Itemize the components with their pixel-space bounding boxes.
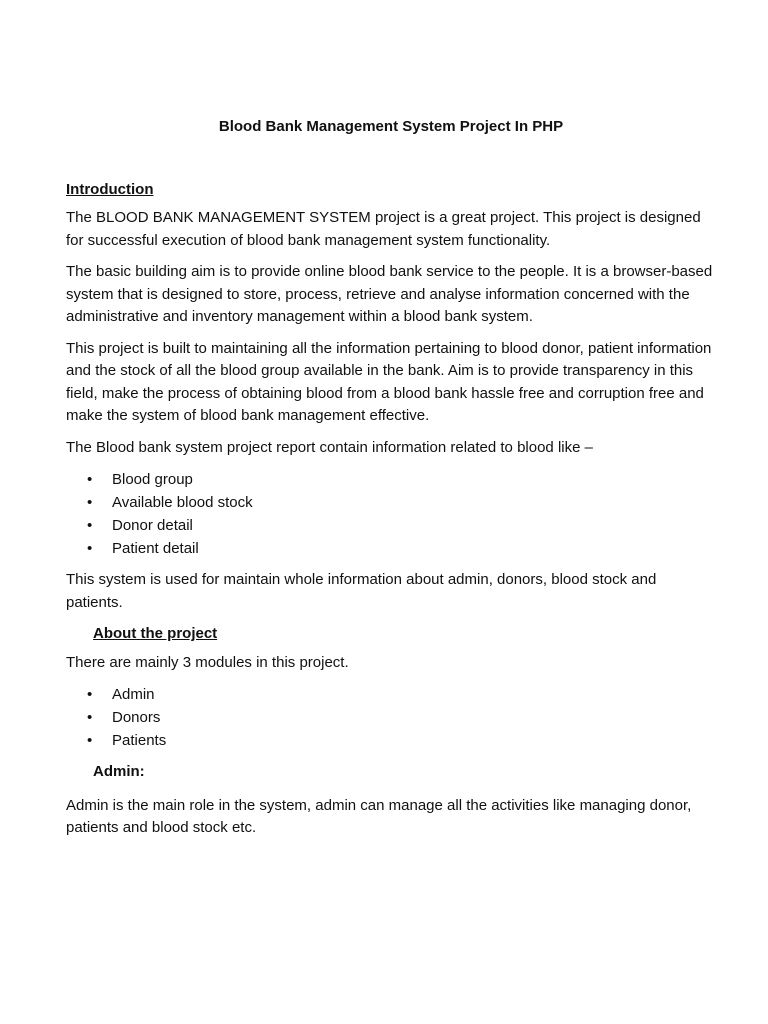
list-item-label: Admin (112, 686, 155, 703)
list-item (66, 706, 716, 729)
list-item (66, 468, 716, 491)
list-item (66, 491, 716, 514)
admin-heading: Admin: (93, 763, 145, 780)
paragraph-report: The Blood bank system project report contain information related to blood like – (66, 438, 593, 456)
about-heading: About the project (93, 625, 218, 642)
info-list (66, 468, 716, 560)
paragraph-system: This system is used for maintain whole information about admin, donors, blood stock and patients. (66, 571, 657, 611)
bullet-icon: • (87, 517, 93, 534)
list-item-label: Patients (112, 732, 167, 749)
list-item-label: Donor detail (112, 517, 193, 534)
introduction-heading: Introduction (66, 180, 154, 198)
bullet-icon: • (87, 686, 93, 703)
paragraph-built: This project is built to maintaining all the information pertaining to blood donor, patient information and the stock of all the blood group available in the bank. Aim is to provide transparency in this field, make the process of obtaining blood from a blood bank hassle free and corruption free and make the system of blood bank management effective. (66, 339, 712, 424)
list-item (66, 514, 716, 537)
bullet-icon: • (87, 471, 93, 488)
list-item (66, 683, 716, 706)
paragraph-admin: Admin is the main role in the system, admin can manage all the activities like managing donor, patients and blood stock etc. (66, 796, 692, 836)
bullet-icon: • (87, 732, 93, 749)
paragraph-modules: There are mainly 3 modules in this project. (66, 653, 349, 671)
list-item-label: Patient detail (112, 540, 199, 557)
list-item (66, 537, 716, 560)
list-item-label: Donors (112, 709, 161, 726)
list-item (66, 729, 716, 752)
bullet-icon: • (87, 494, 93, 511)
paragraph-intro: The BLOOD BANK MANAGEMENT SYSTEM project is a great project. This project is designed for successful execution of blood bank management system functionality. (66, 209, 701, 249)
modules-list (66, 683, 716, 752)
list-item-label: Available blood stock (112, 494, 253, 511)
bullet-icon: • (87, 540, 93, 557)
bullet-icon: • (87, 709, 93, 726)
paragraph-aim: The basic building aim is to provide online blood bank service to the people. It is a browser-based system that is designed to store, process, retrieve and analyse information concerned with the administrative and inventory management within a blood bank system. (66, 263, 713, 325)
document-content (66, 116, 716, 849)
document-title: Blood Bank Management System Project In PHP (218, 118, 564, 135)
list-item-label: Blood group (112, 471, 193, 488)
